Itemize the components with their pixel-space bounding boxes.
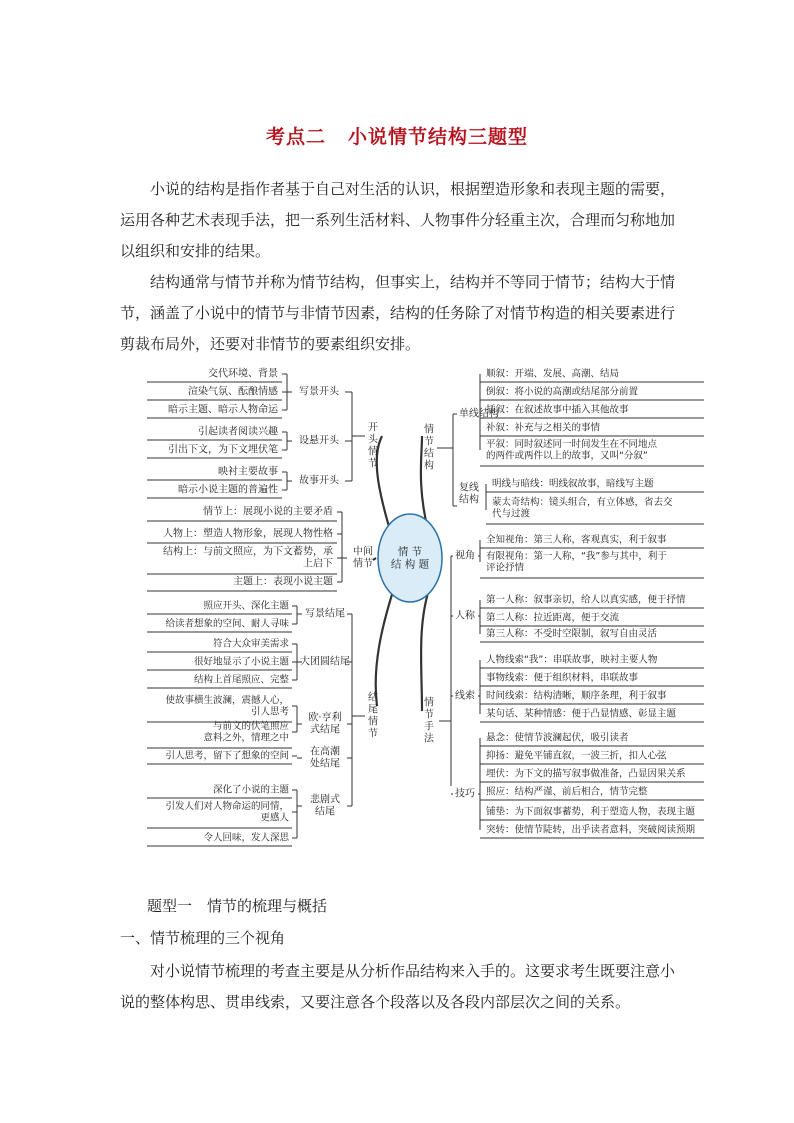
skill-item-text: 突转：使情节陡转，出乎读者意料，突破阅读预期 — [486, 824, 696, 836]
single-item-text: 顺叙：开端、发展、高潮、结局 — [486, 368, 620, 380]
section-subheading: 一、情节梳理的三个视角 — [120, 929, 286, 947]
perspective-label: 视角 — [455, 550, 475, 562]
technique-plot-label: 法 — [424, 733, 434, 745]
skill-item-text: 抑扬：避免平铺直叙，一波三折，扣人心弦 — [486, 750, 667, 762]
ending-group-label: 欧·亨利 — [308, 712, 342, 724]
clue-item-text: 某句话、某种情感：便于凸显情感、彰显主题 — [486, 708, 677, 720]
intro-paragraph-2: 结构通常与情节并称为情节结构，但事实上，结构并不等同于情节；结构大于情节，涵盖了小说中的情节与非情节因素，结构的任务除了对情节构造的相关要素进行剪裁布局外，还要对非情节的要素组织安排。 — [120, 273, 676, 353]
middle-plot-label: 中间 — [353, 546, 373, 558]
double-item-text: 代与过渡 — [492, 508, 531, 520]
ending-item-text: 很好地显示了小说主题 — [193, 656, 289, 668]
middle-item-text: 上启下 — [303, 558, 333, 570]
opening-group-label: 写景开头 — [299, 386, 339, 398]
person-label: 人称 — [455, 610, 475, 622]
structure-plot-label: 结 — [424, 448, 434, 460]
ending-item-text: 符合大众审美需求 — [212, 638, 289, 650]
middle-item-text: 人物上：塑造人物形象，展现人物性格 — [163, 528, 333, 540]
skill-item-text: 悬念：使情节波澜起伏，吸引读者 — [486, 732, 629, 744]
opening-item-text: 渲染气氛、酝酿情感 — [188, 386, 278, 398]
single-item-text: 倒叙：将小说的高潮或结尾部分前置 — [486, 386, 639, 398]
person-item-text: 第一人称：叙事亲切，给人以真实感，便于抒情 — [486, 594, 686, 606]
center-node-label: 结 构 题 — [390, 558, 430, 571]
double-item-text: 蒙太奇结构：镜头组合，有立体感，省去交 — [492, 496, 673, 508]
ending-group-label: 在高潮 — [310, 746, 340, 758]
perspective-item-text: 全知视角：第三人称，客观真实，利于叙事 — [486, 534, 667, 546]
person-item-text: 第二人称：拉近距离，便于交流 — [486, 612, 620, 624]
branch-curve-middle — [373, 558, 376, 560]
structure-plot-label: 构 — [424, 460, 434, 472]
single-item-text: 的两件或两件以上的故事，又叫“分叙” — [486, 450, 648, 462]
section-paragraph: 对小说情节梳理的考查主要是从分析作品结构来入手的。这要求考生既要注意小说的整体构思、贯串线索，又要注意各个段落以及各段内部层次之间的关系。 — [120, 962, 676, 1011]
plot-structure-mind-map — [147, 366, 707, 848]
opening-plot-label: 开 — [368, 422, 378, 434]
middle-item-text: 情节上：展现小说的主要矛盾 — [203, 506, 333, 518]
opening-item-text: 暗示主题、暗示人物命运 — [168, 404, 278, 416]
opening-item-text: 暗示小说主题的普遍性 — [178, 484, 278, 496]
ending-item-text: 给读者想象的空间、耐人寻味 — [165, 618, 289, 630]
ending-item-text: 照应开头、深化主题 — [203, 600, 289, 612]
double-line-label: 结构 — [459, 494, 479, 506]
opening-item-text: 交代环境、背景 — [208, 368, 278, 380]
clue-label: 线索 — [455, 690, 475, 702]
ending-item-text: 引发人们对人物命运的同情， — [165, 800, 289, 812]
ending-item-text: 结构上首尾照应、完整 — [193, 674, 289, 686]
skill-item-text: 铺垫：为下面叙事蓄势，利于塑造人物，表现主题 — [486, 806, 696, 818]
ending-group-label: 悲剧式 — [310, 794, 340, 806]
clue-item-text: 人物线索“我”：串联故事，映衬主要人物 — [486, 654, 658, 666]
page-title — [0, 122, 794, 149]
perspective-item-text: 有限视角：第一人称，“我”参与其中，利于 — [486, 550, 667, 562]
section-heading: 题型一 情节的梳理与概括 — [147, 897, 328, 915]
structure-plot-label: 情 — [424, 424, 434, 436]
branch-curve-technique — [421, 586, 430, 711]
ending-item-text: 使故事横生波澜，震撼人心， — [165, 694, 289, 706]
skill-item-text: 埋伏：为下文的描写叙事做准备，凸显因果关系 — [486, 768, 686, 780]
ending-group-label: 写景结尾 — [305, 608, 345, 620]
single-item-text: 插叙：在叙述故事中插入其他故事 — [486, 404, 629, 416]
opening-group-label: 故事开头 — [299, 475, 339, 487]
ending-group-label: 式结尾 — [310, 724, 340, 736]
ending-group-label: 结尾 — [315, 806, 335, 818]
person-item-text: 第三人称：不受时空限制，叙写自由灵活 — [486, 628, 658, 640]
ending-plot-label: 情 — [368, 716, 378, 728]
ending-item-text: 深化了小说的主题 — [212, 784, 289, 796]
single-item-text: 平叙：同时叙述同一时间发生在不同地点 — [486, 438, 658, 450]
ending-item-text: 引人思考，留下了想象的空间 — [165, 750, 289, 762]
opening-group-label: 设悬开头 — [299, 435, 339, 447]
opening-item-text: 引起读者阅读兴趣 — [198, 426, 278, 438]
structure-plot-label: 节 — [424, 436, 434, 448]
opening-plot-label: 节 — [368, 458, 378, 470]
middle-item-text: 结构上：与前文照应，为下文蓄势，承 — [163, 546, 333, 558]
clue-item-text: 时间线索：结构清晰，顺序条理，利于叙事 — [486, 690, 667, 702]
branch-curve-opening — [377, 436, 390, 530]
double-line-label: 复线 — [459, 482, 479, 494]
technique-plot-label: 手 — [424, 721, 434, 733]
technique-plot-label: 节 — [424, 709, 434, 721]
opening-item-text: 映衬主要故事 — [218, 466, 278, 478]
branch-curve-ending — [376, 588, 394, 706]
opening-item-text: 引出下文，为下文埋伏笔 — [168, 444, 278, 456]
single-item-text: 补叙：补充与之相关的事情 — [486, 422, 601, 434]
skill-label: 技巧 — [455, 788, 475, 800]
ending-item-text: 更感人 — [260, 812, 289, 824]
opening-plot-label: 头 — [368, 434, 378, 446]
center-node-label: 情 节 — [397, 545, 423, 558]
middle-item-text: 主题上：表现小说主题 — [233, 576, 333, 588]
ending-item-text: 引人思考 — [250, 706, 289, 718]
opening-plot-label: 情 — [368, 446, 378, 458]
clue-item-text: 事物线索：便于组织材料，串联故事 — [486, 672, 639, 684]
technique-plot-label: 情 — [424, 697, 434, 709]
ending-plot-label: 尾 — [368, 704, 378, 716]
title-part1: 考点二 — [265, 126, 326, 148]
ending-plot-label: 结 — [368, 692, 378, 704]
intro-paragraph-1: 小说的结构是指作者基于自己对生活的认识，根据塑造形象和表现主题的需要，运用各种艺术表现手法，把一系列生活材料、人物事件分轻重主次，合理而匀称地加以组织和安排的结果。 — [120, 180, 676, 260]
ending-item-text: 与前文的伏笔照应 — [212, 720, 289, 732]
perspective-item-text: 评论抒情 — [486, 562, 525, 574]
double-item-text: 明线与暗线：明线叙故事，暗线写主题 — [492, 478, 654, 490]
skill-item-text: 照应：结构严谨、前后相合，情节完整 — [486, 786, 648, 798]
ending-plot-label: 节 — [368, 728, 378, 740]
ending-group-label: 大团圆结尾 — [300, 656, 350, 668]
single-line-label: 单线结构 — [459, 408, 499, 420]
ending-item-text: 意料之外，情理之中 — [203, 732, 289, 744]
title-part2: 小说情节结构三题型 — [348, 126, 529, 148]
middle-plot-label: 情节 — [353, 558, 373, 570]
ending-group-label: 处结尾 — [310, 758, 340, 770]
ending-item-text: 令人回味，发人深思 — [203, 832, 289, 844]
